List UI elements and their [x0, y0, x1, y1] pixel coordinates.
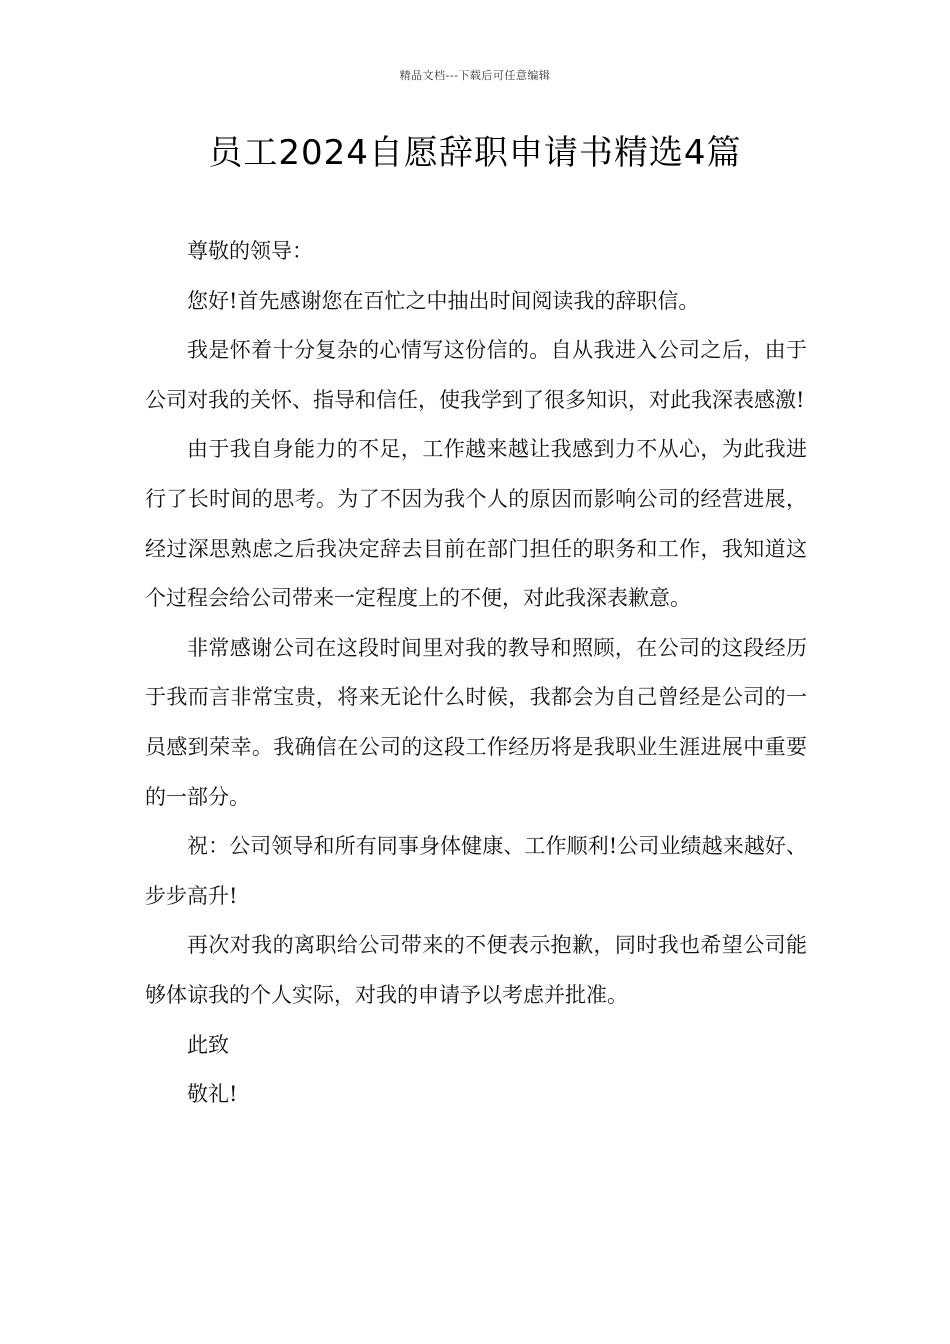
salutation: 尊敬的领导： [187, 239, 313, 263]
body-paragraph-gratitude: 我是怀着十分复杂的心情写这份信的。自从我进入公司之后，由于公司对我的关怀、指导和信任，使我学到了很多知识，对此我深表感激! [145, 338, 807, 412]
closing-salute: 敬礼! [187, 1082, 238, 1107]
body-paragraph-reason: 由于我自身能力的不足，工作越来越让我感到力不从心，为此我进行了长时间的思考。为了不因为我个人的原因而影响公司的经营进展，经过深思熟虑之后我决定辞去目前在部门担任的职务和工作，我知道这个过程会给公司带来一定程度上的不便，对此我深表歉意。 [145, 437, 807, 611]
letter-body [145, 227, 807, 1120]
header-note: 精品文档---下载后可任意编辑 [399, 69, 551, 82]
closing-line: 此致 [187, 1032, 229, 1057]
document-title: 员工2024自愿辞职申请书精选4篇 [208, 133, 742, 173]
body-paragraph-apology: 再次对我的离职给公司带来的不便表示抱歉，同时我也希望公司能够体谅我的个人实际，对我的申请予以考虑并批准。 [145, 933, 807, 1007]
body-paragraph-thanks: 非常感谢公司在这段时间里对我的教导和照顾，在公司的这段经历于我而言非常宝贵，将来无论什么时候，我都会为自己曾经是公司的一员感到荣幸。我确信在公司的这段工作经历将是我职业生涯进展中重要的一部分。 [145, 635, 807, 809]
body-paragraph-greeting: 您好!首先感谢您在百忙之中抽出时间阅读我的辞职信。 [187, 288, 700, 313]
body-paragraph-wishes: 祝：公司领导和所有同事身体健康、工作顺利!公司业绩越来越好、步步高升! [145, 834, 807, 908]
